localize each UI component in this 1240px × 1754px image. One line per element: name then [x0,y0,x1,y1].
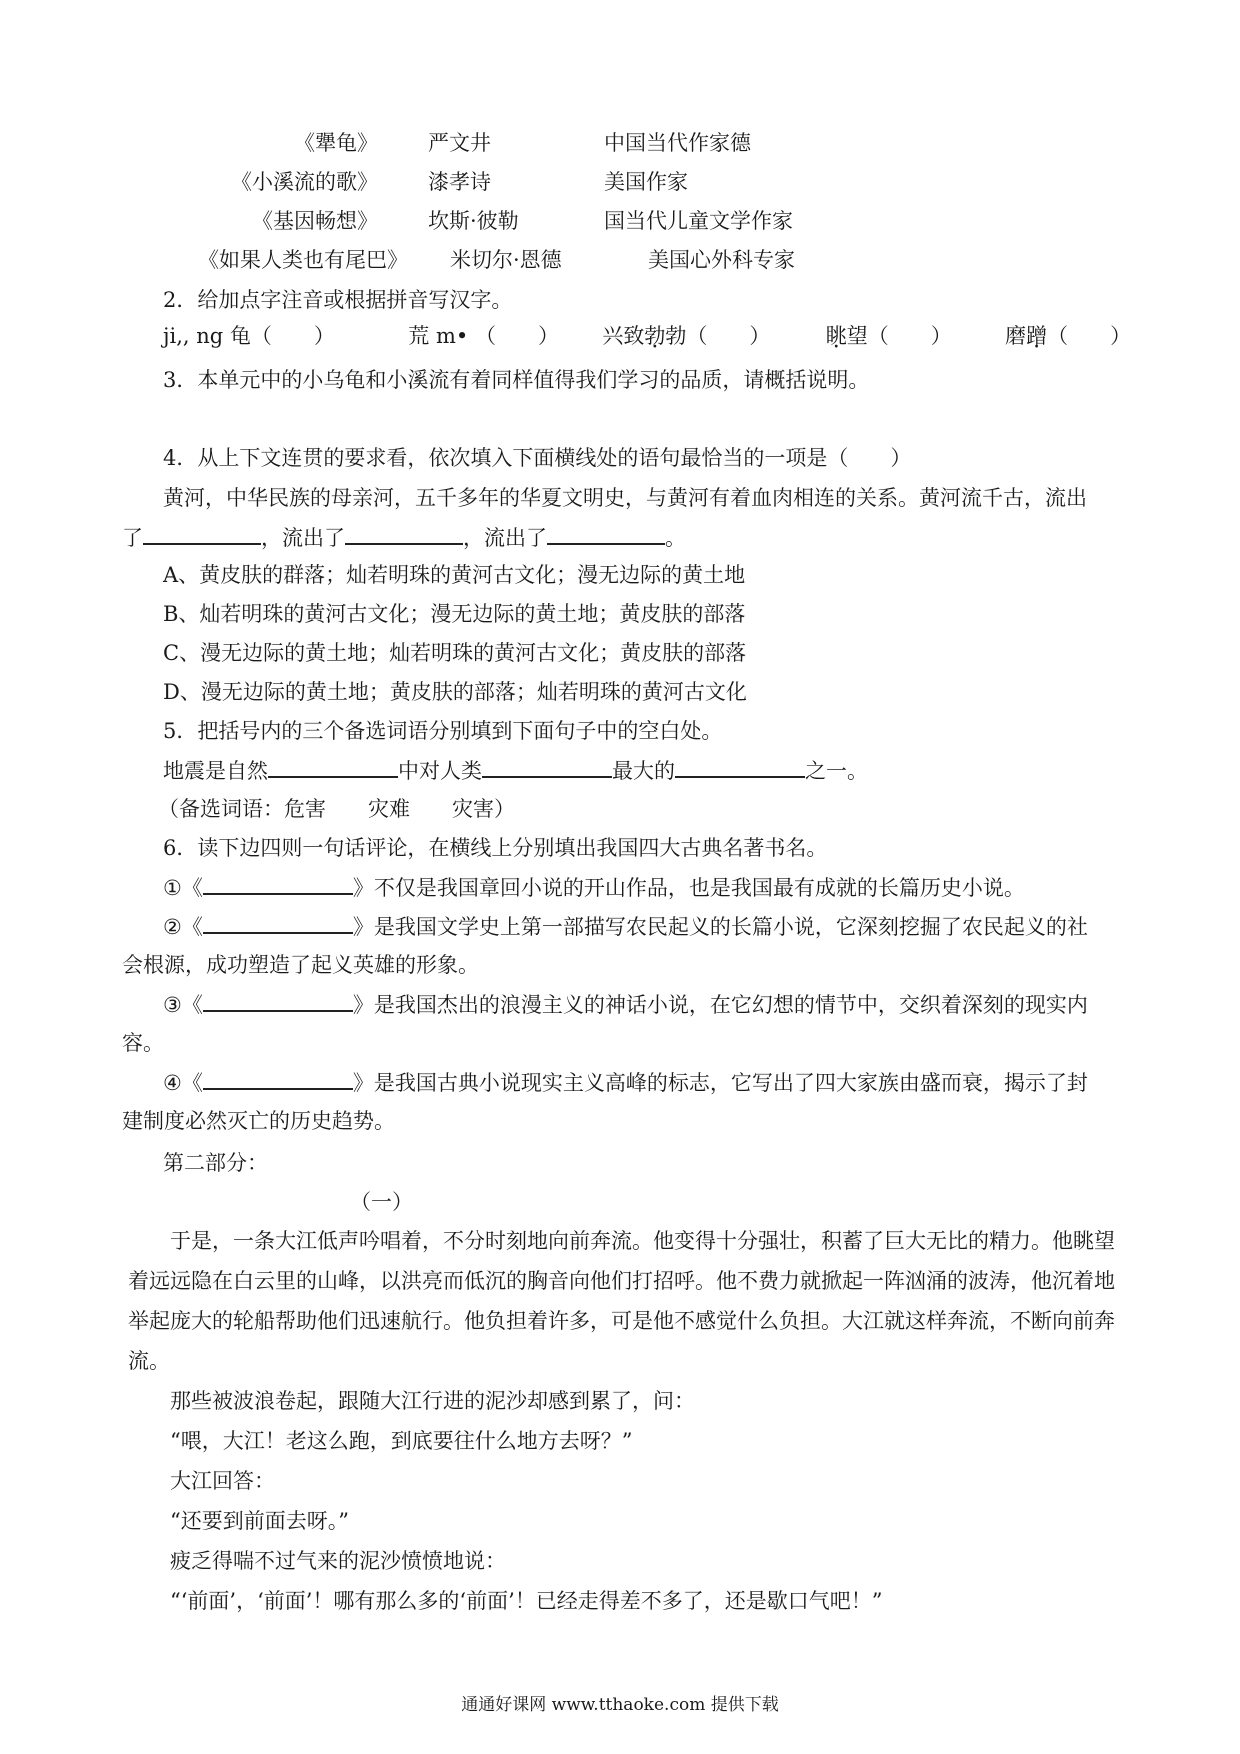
q5-sentence [163,756,868,785]
q6-blank-1[interactable] [203,873,353,895]
q6-item-3 [163,990,1088,1019]
q4-blank-3[interactable] [547,523,665,545]
book-title: 《犟龟》 [294,131,378,155]
passage-paragraph-3: “喂，大江！老这么跑，到底要往什么地方去呀？” [170,1429,633,1453]
q6-item-text: 》不仅是我国章回小说的开山作品，也是我国最有成就的长篇历史小说。 [352,876,1025,900]
q6-item-num: ①《 [163,876,203,900]
q2-item-3-prefix: 兴致 [602,324,645,348]
q5-part: 之一。 [805,759,868,783]
q4-stem-part: ，流出了 [261,526,345,550]
author-name: 严文井 [428,131,491,155]
q6-item-3-cont: 容。 [122,1031,164,1055]
book-title: 《如果人类也有尾巴》 [198,248,408,272]
passage-paragraph-5: “还要到前面去呀。” [170,1509,349,1533]
q2-item-2-tail: （ ） [474,324,559,348]
q2-item-5-dotted: 蹭 [1026,324,1048,348]
q5-part: 中对人类 [398,759,482,783]
q2-item-5-prefix: 磨 [1005,324,1027,348]
q6-item-text: 》是我国杰出的浪漫主义的神话小说，在它幻想的情节中，交织着深刻的现实内 [352,993,1088,1017]
q4-stem-part: 了 [122,526,143,550]
q2-item-3-tail: 勃（ ） [665,324,771,348]
q6-item-1 [163,873,1025,902]
author-name: 漆孝诗 [428,170,491,194]
q5-blank-2[interactable] [482,756,612,778]
q5-blank-3[interactable] [675,756,805,778]
section-number: （一） [350,1190,413,1214]
book-title: 《小溪流的歌》 [231,170,378,194]
q4-blank-1[interactable] [143,523,261,545]
author-name: 米切尔·恩德 [450,248,562,272]
q6-item-text: 》是我国文学史上第一部描写农民起义的长篇小说，它深刻挖掘了农民起义的社 [352,915,1088,939]
q3-heading: 3．本单元中的小乌龟和小溪流有着同样值得我们学习的品质，请概括说明。 [163,368,870,392]
author-name: 坎斯·彼勒 [428,209,519,233]
q5-part: 最大的 [612,759,675,783]
q5-part: 地震是自然 [163,759,268,783]
q4-stem-line-2 [122,523,686,552]
q6-item-num: ③《 [163,993,203,1017]
q5-blank-1[interactable] [268,756,398,778]
q2-item-2-pinyin: 荒 m• [408,324,469,348]
q6-item-num: ②《 [163,915,203,939]
q2-item-1-tail: 龟（ ） [229,324,335,348]
q6-blank-3[interactable] [203,990,353,1012]
q6-item-2 [163,912,1088,941]
author-desc: 美国作家 [604,170,688,194]
q4-stem-line-1: 黄河，中华民族的母亲河，五千多年的华夏文明史，与黄河有着血肉相连的关系。黄河流千古，流出 [163,486,1087,510]
passage-paragraph-7: “‘前面’，‘前面’！哪有那么多的‘前面’！已经走得差不多了，还是歇口气吧！” [170,1589,883,1613]
page-footer: 通通好课网 www.tthaoke.com 提供下载 [461,1695,779,1715]
q6-item-4 [163,1068,1088,1097]
passage-paragraph-4: 大江回答： [170,1469,275,1493]
q4-option-b: B、灿若明珠的黄河古文化；漫无边际的黄土地；黄皮肤的部落 [163,602,746,626]
author-desc: 中国当代作家德 [604,131,751,155]
q4-option-d: D、漫无边际的黄土地；黄皮肤的部落；灿若明珠的黄河古文化 [163,680,747,704]
q6-item-num: ④《 [163,1071,203,1095]
author-desc: 美国心外科专家 [648,248,795,272]
part2-heading: 第二部分： [163,1151,268,1175]
q6-item-4-cont: 建制度必然灭亡的历史趋势。 [122,1109,395,1133]
q6-item-2-cont: 会根源，成功塑造了起义英雄的形象。 [122,953,479,977]
passage [128,1221,1128,1621]
q4-blank-2[interactable] [345,523,463,545]
book-title: 《基因畅想》 [252,209,378,233]
q6-item-text: 》是我国古典小说现实主义高峰的标志，它写出了四大家族由盛而衰，揭示了封 [352,1071,1088,1095]
q2-item-1-pinyin: ji,, ng [163,324,224,348]
q2-heading: 2．给加点字注音或根据拼音写汉字。 [163,288,513,312]
q5-options: （备选词语：危害 灾难 灾害） [158,797,515,821]
q2-item-4-dotted: 眺 [825,324,847,348]
q6-heading: 6．读下边四则一句话评论，在横线上分别填出我国四大古典名著书名。 [163,836,828,860]
q6-blank-4[interactable] [203,1068,353,1090]
q5-heading: 5．把括号内的三个备选词语分别填到下面句子中的空白处。 [163,719,723,743]
q4-option-a: A、黄皮肤的群落；灿若明珠的黄河古文化；漫无边际的黄土地 [163,563,746,587]
q2-item-5-tail: （ ） [1047,324,1132,348]
q6-blank-2[interactable] [203,912,353,934]
q2-item-3-dotted: 勃 [644,324,666,348]
author-desc: 国当代儿童文学作家 [604,209,793,233]
q4-stem-part: 。 [665,526,686,550]
q2-item-4-tail: 望（ ） [846,324,952,348]
passage-paragraph-6: 疲乏得喘不过气来的泥沙愤愤地说： [170,1549,506,1573]
passage-paragraph-1: 于是，一条大江低声吟唱着，不分时刻地向前奔流。他变得十分强壮，积蓄了巨大无比的精力。他眺望着远远隐在白云里的山峰，以洪亮而低沉的胸音向他们打招呼。他不费力就掀起一阵汹涌的波涛，他沉着地举起庞大的轮船帮助他们迅速航行。他负担着许多，可是他不感觉什么负担。大江就这样奔流，不断向前奔流。 [128,1229,1115,1373]
q2-items [163,322,1131,350]
passage-paragraph-2: 那些被波浪卷起，跟随大江行进的泥沙却感到累了，问： [170,1389,695,1413]
q4-stem-part: ，流出了 [463,526,547,550]
q4-option-c: C、漫无边际的黄土地；灿若明珠的黄河古文化；黄皮肤的部落 [163,641,747,665]
q4-heading: 4．从上下文连贯的要求看，依次填入下面横线处的语句最恰当的一项是（ ） [163,446,912,470]
